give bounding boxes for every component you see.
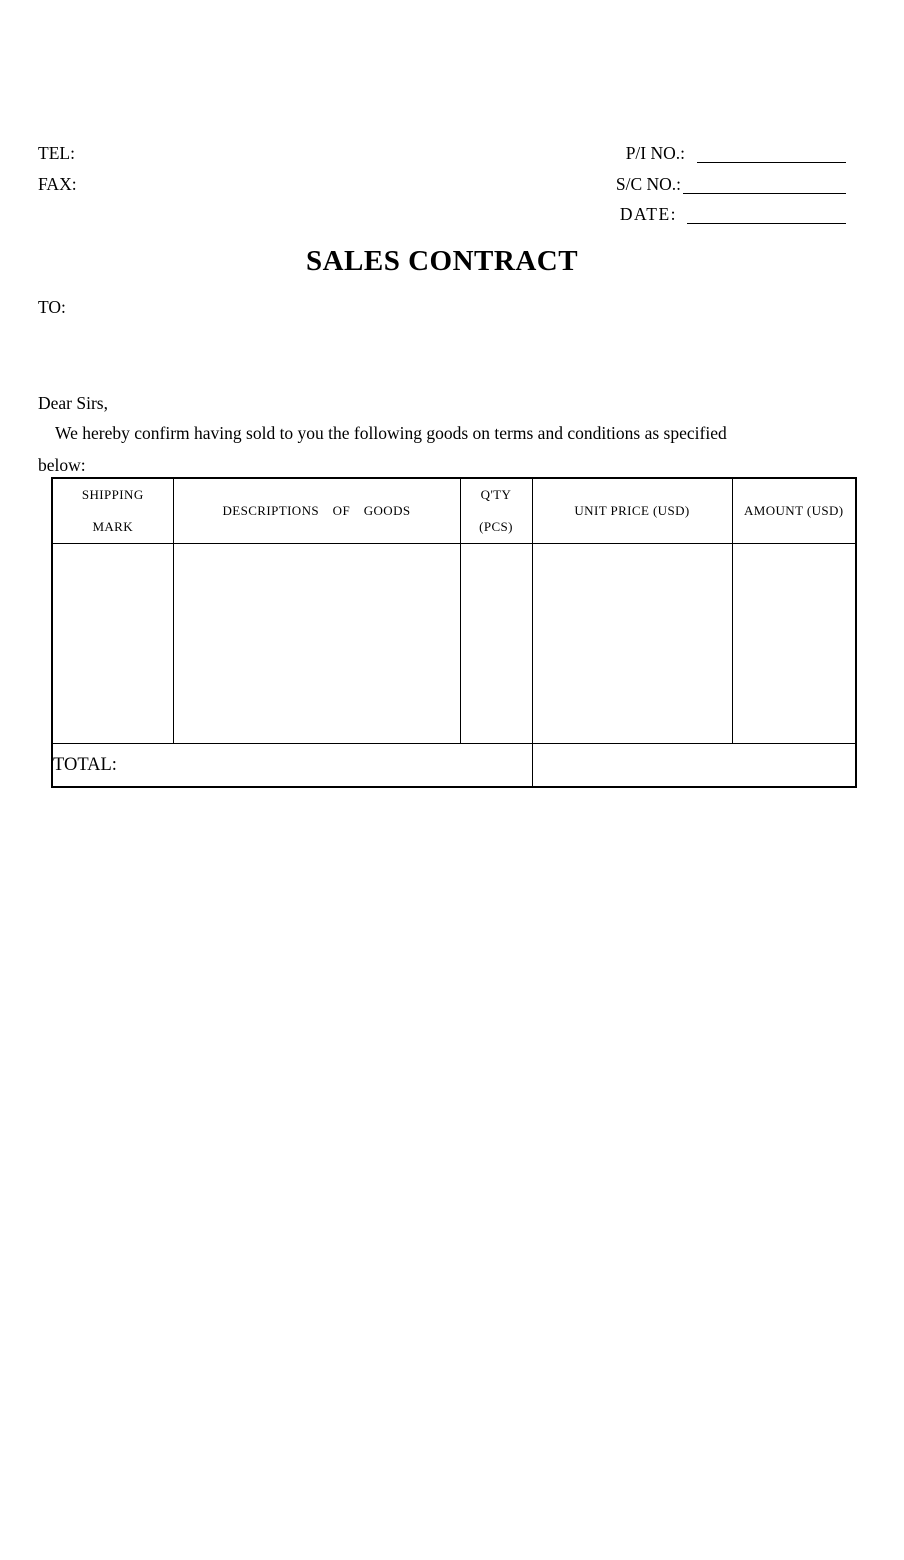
pi-no-row [626,144,846,163]
shipping-mark-line2: MARK [92,519,134,534]
cell-amount [732,544,856,744]
shipping-mark-line1: SHIPPING [81,487,144,502]
table-body-row [52,544,856,744]
col-header-shipping-mark [52,478,173,544]
col-header-descriptions: DESCRIPTIONS OF GOODS [173,478,460,544]
qty-line1: Q'TY [480,487,512,502]
cell-qty [460,544,532,744]
date-label: DATE: [619,204,677,224]
pi-no-label: P/I NO.: [625,143,685,163]
tel-label: TEL: [38,143,75,163]
salutation: Dear Sirs, [38,393,108,413]
date-blank-field [687,208,846,224]
page-title: SALES CONTRACT [305,245,579,277]
col-header-qty [460,478,532,544]
table-header-row [52,478,856,544]
cell-shipping-mark [52,544,173,744]
total-value-cell [532,744,856,788]
date-row [620,205,846,224]
goods-table [51,477,857,788]
total-label: TOTAL: [53,754,117,775]
table-total-row [52,744,856,788]
cell-descriptions [173,544,460,744]
sc-no-blank-field [683,178,846,194]
col-header-amount: AMOUNT (USD) [732,478,856,544]
body-paragraph-line2: below: [38,455,86,475]
total-label-cell [52,744,532,788]
col-header-unit-price: UNIT PRICE (USD) [532,478,732,544]
cell-unit-price [532,544,732,744]
body-paragraph-line1: We hereby confirm having sold to you the following goods on terms and conditions as specified [55,423,727,443]
sc-no-row [616,175,846,194]
qty-line2: (PCS) [479,519,513,534]
fax-label: FAX: [38,174,77,194]
sc-no-label: S/C NO.: [615,174,681,194]
pi-no-blank-field [697,147,846,163]
to-label: TO: [38,297,66,317]
